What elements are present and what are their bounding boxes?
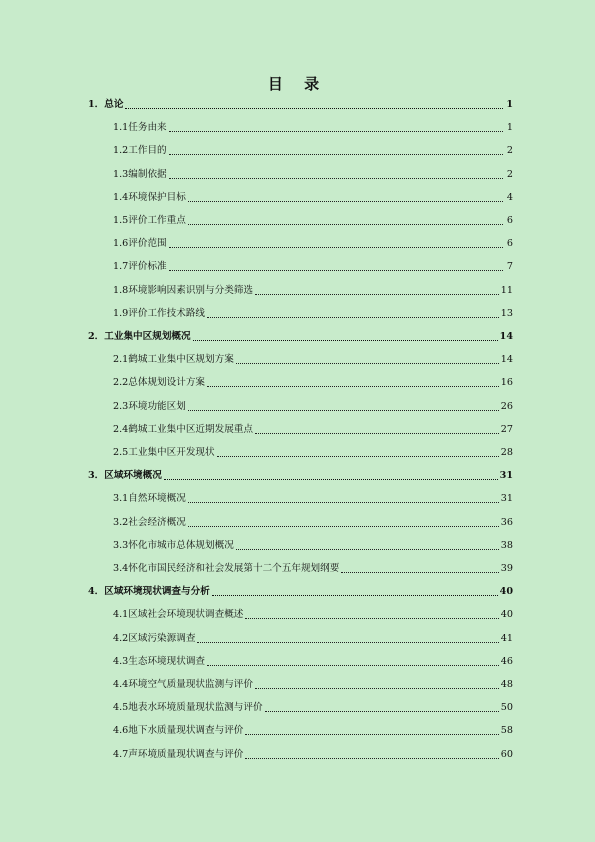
toc-entry-title: 社会经济概况 (128, 516, 186, 528)
toc-page-number: 1 (506, 122, 513, 134)
toc-page-number: 16 (500, 377, 513, 389)
toc-entry-title: 区域环境现状调查与分析 (104, 586, 210, 598)
toc-entry-number: 4.2 (113, 632, 129, 644)
toc-page-number: 28 (500, 447, 513, 458)
toc-entry-number: 1.1 (113, 122, 129, 134)
toc-entry-title: 地下水质量现状调查与评价 (128, 725, 244, 737)
toc-section-entry[interactable] (113, 608, 513, 622)
dot-leader (169, 269, 503, 271)
dot-leader (255, 293, 499, 295)
toc-entry-number: 2.4 (113, 423, 129, 435)
toc-section-entry[interactable] (113, 539, 513, 553)
toc-entry-number: 1.7 (113, 261, 129, 273)
toc-entry-number: 2.1 (113, 354, 129, 366)
toc-page-number: 27 (500, 423, 513, 435)
toc-entry-title: 总体规划设计方案 (128, 377, 206, 389)
toc-section-entry[interactable] (113, 400, 513, 414)
toc-section-entry[interactable] (113, 353, 513, 367)
dot-leader (212, 594, 498, 596)
toc-entry-number: 1.6 (113, 238, 129, 250)
toc-section-entry[interactable] (113, 376, 513, 390)
toc-section-entry[interactable] (113, 237, 513, 251)
dot-leader (125, 107, 503, 109)
toc-section-entry[interactable] (113, 655, 513, 669)
toc-entry-number: 4.5 (113, 702, 129, 714)
toc-entry-number: 3.1 (113, 493, 129, 505)
toc-entry-title: 环境保护目标 (128, 191, 186, 203)
toc-entry-number: 2． (88, 331, 105, 342)
toc-section-entry[interactable] (113, 701, 513, 715)
dot-leader (236, 548, 499, 550)
toc-entry-title: 怀化市城市总体规划概况 (128, 539, 234, 551)
toc-section-entry[interactable] (113, 748, 513, 762)
toc-page-number: 1 (506, 99, 513, 110)
dot-leader (169, 130, 503, 132)
toc-entry-number: 1.3 (113, 168, 129, 180)
toc-entry-title: 总论 (104, 99, 124, 110)
toc-section-entry[interactable] (113, 446, 513, 460)
toc-entry-title: 编制依据 (128, 168, 167, 180)
toc-section-entry[interactable] (113, 191, 513, 205)
dot-leader (265, 710, 499, 712)
toc-section-entry[interactable] (113, 260, 513, 274)
toc-section-entry[interactable] (113, 724, 513, 738)
toc-entry-title: 鹤城工业集中区规划方案 (128, 354, 234, 366)
toc-entry-number: 3.2 (113, 516, 129, 528)
toc-section-entry[interactable] (113, 516, 513, 530)
toc-section-entry[interactable] (113, 307, 513, 321)
toc-page-number: 13 (500, 307, 513, 319)
toc-section-entry[interactable] (113, 284, 513, 298)
toc-page-number: 41 (500, 632, 513, 644)
dot-leader (341, 571, 498, 573)
toc-entry-title: 声环境质量现状调查与评价 (128, 748, 244, 760)
toc-page-number: 31 (500, 493, 513, 505)
toc-entry-number: 1． (88, 99, 105, 110)
toc-entry-number: 4.7 (113, 748, 129, 760)
toc-entry-number: 2.5 (113, 447, 129, 458)
dot-leader (245, 617, 498, 619)
toc-page-number: 39 (500, 563, 513, 574)
toc-page-number: 14 (500, 354, 513, 366)
toc-entry-number: 1.8 (113, 284, 129, 296)
dot-leader (188, 223, 503, 225)
dot-leader (207, 385, 499, 387)
toc-chapter-entry[interactable] (88, 469, 513, 483)
toc-entry-number: 1.5 (113, 215, 129, 226)
toc-section-entry[interactable] (113, 168, 513, 182)
toc-entry-title: 任务由来 (128, 122, 167, 134)
toc-entry-number: 3.3 (113, 539, 129, 551)
dot-leader (188, 200, 503, 202)
dot-leader (164, 478, 498, 480)
toc-entry-number: 3． (88, 470, 105, 482)
dot-leader (193, 339, 498, 341)
toc-page-number: 7 (506, 261, 513, 273)
toc-entry-number: 4.3 (113, 655, 129, 667)
toc-entry-title: 生态环境现状调查 (128, 655, 206, 667)
toc-entry-title: 评价范围 (128, 238, 167, 250)
toc-entry-title: 鹤城工业集中区近期发展重点 (128, 423, 253, 435)
dot-leader (207, 316, 499, 318)
toc-entry-title: 环境功能区划 (128, 400, 186, 412)
dot-leader (188, 525, 499, 527)
toc-section-entry[interactable] (113, 423, 513, 437)
toc-entry-title: 区域污染源调查 (128, 632, 196, 644)
toc-chapter-entry[interactable] (88, 585, 513, 599)
toc-entry-number: 2.3 (113, 400, 129, 412)
toc-entry-title: 地表水环境质量现状监测与评价 (128, 702, 263, 714)
toc-page-number: 14 (499, 331, 513, 342)
toc-entry-title: 环境影响因素识别与分类筛选 (128, 284, 253, 296)
toc-chapter-entry[interactable] (88, 330, 513, 344)
toc-entry-title: 评价工作技术路线 (128, 307, 206, 319)
toc-page-number: 40 (500, 609, 513, 621)
toc-section-entry[interactable] (113, 562, 513, 576)
toc-page-number: 4 (506, 191, 513, 203)
toc-page-number: 36 (500, 516, 513, 528)
toc-entry-number: 4.4 (113, 679, 129, 690)
toc-entry-number: 3.4 (113, 563, 129, 574)
dot-leader (207, 664, 499, 666)
dot-leader (169, 246, 503, 248)
toc-page-number: 50 (500, 702, 513, 714)
toc-entry-title: 怀化市国民经济和社会发展第十二个五年规划纲要 (128, 563, 340, 574)
toc-entry-number: 1.9 (113, 307, 129, 319)
toc-entry-title: 自然环境概况 (128, 493, 186, 505)
toc-section-entry[interactable] (113, 144, 513, 158)
toc-page-number: 48 (500, 679, 513, 690)
toc-entry-number: 1.2 (113, 145, 129, 157)
dot-leader (217, 455, 499, 457)
toc-entry-number: 2.2 (113, 377, 129, 389)
toc-section-entry[interactable] (113, 678, 513, 692)
toc-entry-number: 4.6 (113, 725, 129, 737)
toc-page-number: 40 (499, 586, 513, 598)
toc-page-number: 2 (506, 145, 513, 157)
toc-page-number: 46 (500, 655, 513, 667)
dot-leader (236, 362, 499, 364)
toc-entry-title: 工业集中区开发现状 (128, 447, 215, 458)
toc-section-entry[interactable] (113, 492, 513, 506)
toc-page-number: 6 (506, 238, 513, 250)
toc-section-entry[interactable] (113, 214, 513, 228)
toc-entry-number: 4.1 (113, 609, 129, 621)
toc-page-number: 31 (499, 470, 513, 482)
toc-page-number: 26 (500, 400, 513, 412)
toc-chapter-entry[interactable] (88, 98, 513, 112)
dot-leader (245, 733, 498, 735)
toc-entry-title: 工业集中区规划概况 (104, 331, 191, 342)
toc-entry-title: 工作目的 (128, 145, 167, 157)
toc-section-entry[interactable] (113, 632, 513, 646)
toc-page-number: 60 (500, 748, 513, 760)
dot-leader (255, 687, 499, 689)
dot-leader (188, 409, 499, 411)
toc-title: 目 录 (267, 75, 328, 93)
dot-leader (169, 153, 503, 155)
toc-entry-number: 4． (88, 586, 105, 598)
toc-page-number: 6 (506, 215, 513, 226)
dot-leader (169, 177, 503, 179)
toc-page-number: 11 (500, 284, 513, 296)
toc-entry-title: 评价工作重点 (128, 215, 186, 226)
toc-entry-number: 1.4 (113, 191, 129, 203)
toc-entry-title: 环境空气质量现状监测与评价 (128, 679, 253, 690)
toc-entry-title: 评价标准 (128, 261, 167, 273)
dot-leader (188, 501, 499, 503)
toc-page-number: 2 (506, 168, 513, 180)
toc-page-number: 38 (500, 539, 513, 551)
toc-section-entry[interactable] (113, 121, 513, 135)
dot-leader (245, 757, 498, 759)
toc-page-number: 58 (500, 725, 513, 737)
toc-entry-title: 区域环境概况 (104, 470, 162, 482)
dot-leader (255, 432, 499, 434)
toc-entry-title: 区域社会环境现状调查概述 (128, 609, 244, 621)
dot-leader (197, 641, 498, 643)
